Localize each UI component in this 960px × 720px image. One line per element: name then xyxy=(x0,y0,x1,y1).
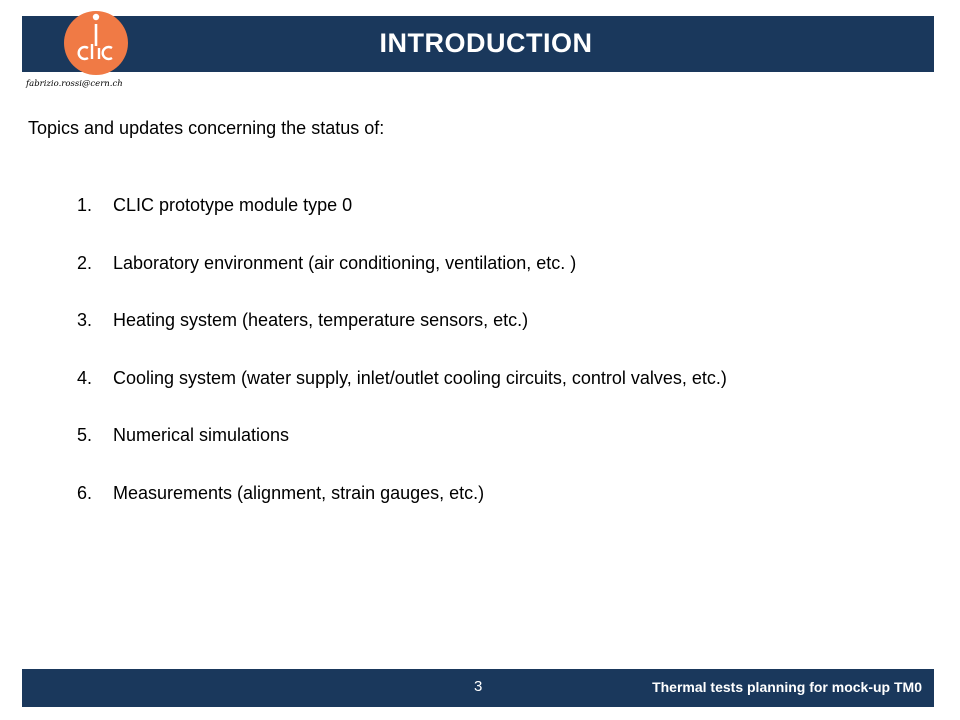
topic-text: Cooling system (water supply, inlet/outlet cooling circuits, control valves, etc.) xyxy=(113,367,727,388)
author-email: fabrizio.rossi@cern.ch xyxy=(26,79,123,89)
topic-number: 1. xyxy=(77,195,93,215)
logo-dot xyxy=(93,14,99,20)
footer-bar xyxy=(22,669,934,707)
topic-number: 5. xyxy=(77,425,93,445)
topic-text: Measurements (alignment, strain gauges, etc.) xyxy=(113,482,485,503)
topic-item xyxy=(77,366,727,424)
footer-title: Thermal tests planning for mock-up TM0 xyxy=(652,679,922,695)
clic-logo xyxy=(61,8,131,78)
topic-item xyxy=(77,193,727,251)
topic-item xyxy=(77,308,727,366)
intro-text: Topics and updates concerning the status of: xyxy=(28,118,385,138)
topic-number: 4. xyxy=(77,367,93,388)
topic-item xyxy=(77,251,727,309)
topic-item xyxy=(77,481,727,539)
page-number: 3 xyxy=(474,678,483,695)
topic-text: Laboratory environment (air conditioning, ventilation, etc. ) xyxy=(113,252,577,273)
topic-number: 2. xyxy=(77,252,93,273)
topics-list xyxy=(77,193,727,538)
topic-text: CLIC prototype module type 0 xyxy=(113,195,353,215)
topic-text: Numerical simulations xyxy=(113,425,290,445)
topic-number: 3. xyxy=(77,310,93,330)
header-bar xyxy=(22,16,934,72)
slide-title: INTRODUCTION xyxy=(379,28,593,58)
topic-number: 6. xyxy=(77,482,93,503)
topic-item xyxy=(77,423,727,481)
topic-text: Heating system (heaters, temperature sensors, etc.) xyxy=(113,310,529,330)
